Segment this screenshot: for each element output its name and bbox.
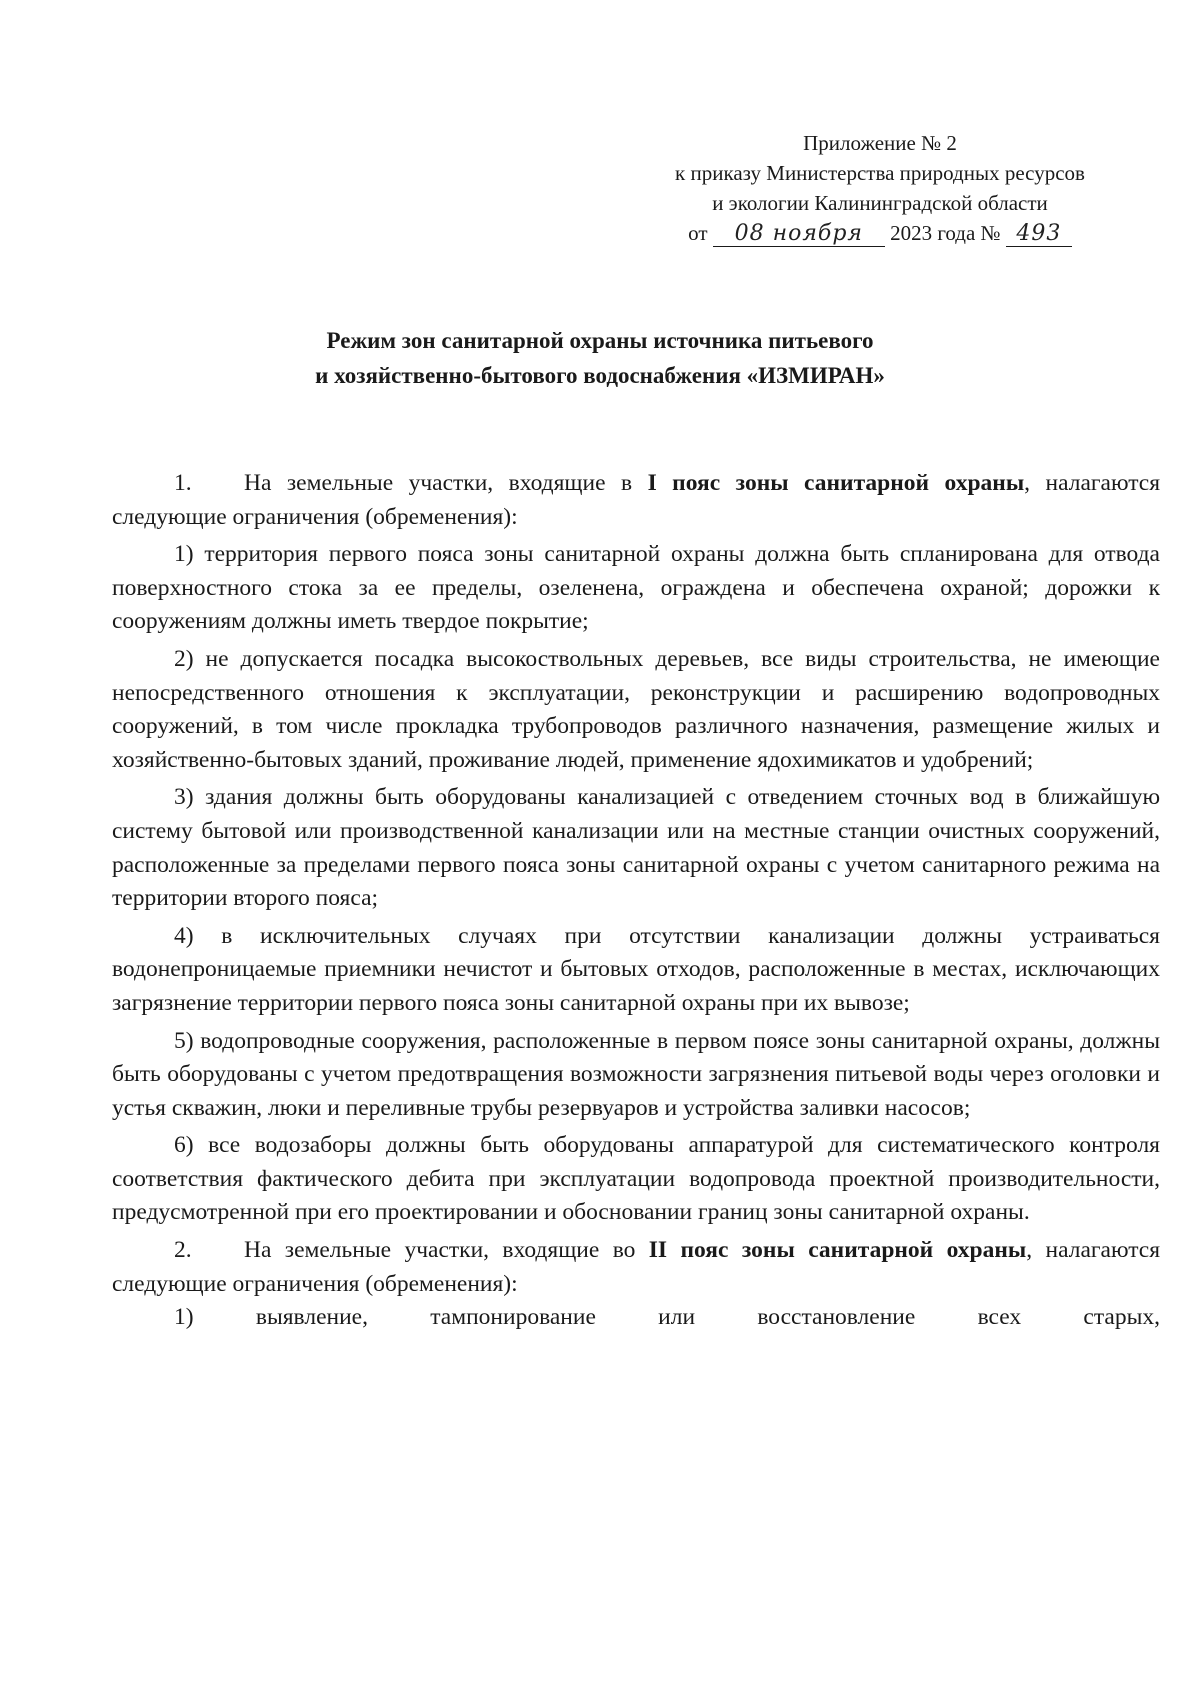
- section-1-continuation: налагаются следующие ограничения (обременения):: [112, 470, 1160, 530]
- section-1-item-3: 3) здания должны быть оборудованы канализацией с отведением сточных вод в ближайшую систему бытовой или производственной канализации или на местные станции очистных сооружений, расположенные за пределами первого пояса зоны санитарной охраны с учетом санитарного режима на территории второго пояса;: [112, 784, 1160, 912]
- section-1-bold: I пояс зоны санитарной охраны: [647, 470, 1025, 496]
- section-2-continuation: налагаются следующие ограничения (обременения):: [112, 1237, 1160, 1297]
- section-1-lead: На земельные участки, входящие в: [244, 470, 648, 496]
- section-2-heading: [112, 1234, 1160, 1301]
- section-1-tail: ,: [1024, 470, 1031, 496]
- section-1-item-6: 6) все водозаборы должны быть оборудованы аппаратурой для систематического контроля соответствия фактического дебита при эксплуатации водопровода проектной производительности, предусмотренной при его проектировании и обосновании границ зоны санитарной охраны.: [112, 1132, 1160, 1226]
- section-1-heading: [112, 467, 1160, 534]
- ministry-region: и экологии Калининградской области: [712, 191, 1048, 215]
- appendix-header: [600, 128, 1160, 248]
- section-2-bold: II пояс зоны санитарной охраны: [648, 1237, 1027, 1264]
- order-date-line: [600, 218, 1160, 248]
- section-1-item-5: 5) водопроводные сооружения, расположенные в первом поясе зоны санитарной охраны, должны быть оборудованы с учетом предотвращения возможности загрязнения питьевой воды через оголовки и устья скважин, люки и переливные трубы резервуаров и устройства заливки насосов;: [112, 1027, 1160, 1121]
- appendix-number: Приложение № 2: [803, 131, 957, 155]
- section-2-lead: На земельные участки, входящие во: [244, 1237, 649, 1264]
- document-body: [112, 467, 1160, 1335]
- document-title: [0, 323, 1200, 393]
- order-reference: к приказу Министерства природных ресурсов: [675, 161, 1085, 185]
- handwritten-number: 493: [1006, 222, 1072, 247]
- section-2-item-1: 1) выявление, тампонирование или восстановление всех старых,: [174, 1304, 1160, 1331]
- section-1-item-4: 4) в исключительных случаях при отсутствии канализации должны устраиваться водонепроницаемые приемники нечистот и бытовых отходов, расположенные в местах, исключающих загрязнение территории первого пояса зоны санитарной охраны при их вывозе;: [112, 922, 1160, 1016]
- section-1-number: 1.: [174, 470, 192, 496]
- date-prefix: от: [688, 221, 708, 245]
- year-text: 2023 года №: [890, 221, 1001, 245]
- title-line-1: Режим зон санитарной охраны источника питьевого: [326, 328, 874, 353]
- section-2-number: 2.: [174, 1237, 192, 1264]
- handwritten-date: 08 ноября: [713, 222, 885, 247]
- section-2-tail: ,: [1026, 1237, 1033, 1264]
- title-line-2: и хозяйственно-бытового водоснабжения «ИЗМИРАН»: [315, 363, 885, 388]
- section-1-item-1: 1) территория первого пояса зоны санитарной охраны должна быть спланирована для отвода поверхностного стока за ее пределы, озеленена, ограждена и обеспечена охраной; дорожки к сооружениям должны иметь твердое покрытие;: [112, 541, 1160, 635]
- section-1-item-2: 2) не допускается посадка высокоствольных деревьев, все виды строительства, не имеющие непосредственного отношения к эксплуатации, реконструкции и расширению водопроводных сооружений, в том числе прокладка трубопроводов различного назначения, размещение жилых и хозяйственно-бытовых зданий, проживание людей, применение ядохимикатов и удобрений;: [112, 645, 1160, 773]
